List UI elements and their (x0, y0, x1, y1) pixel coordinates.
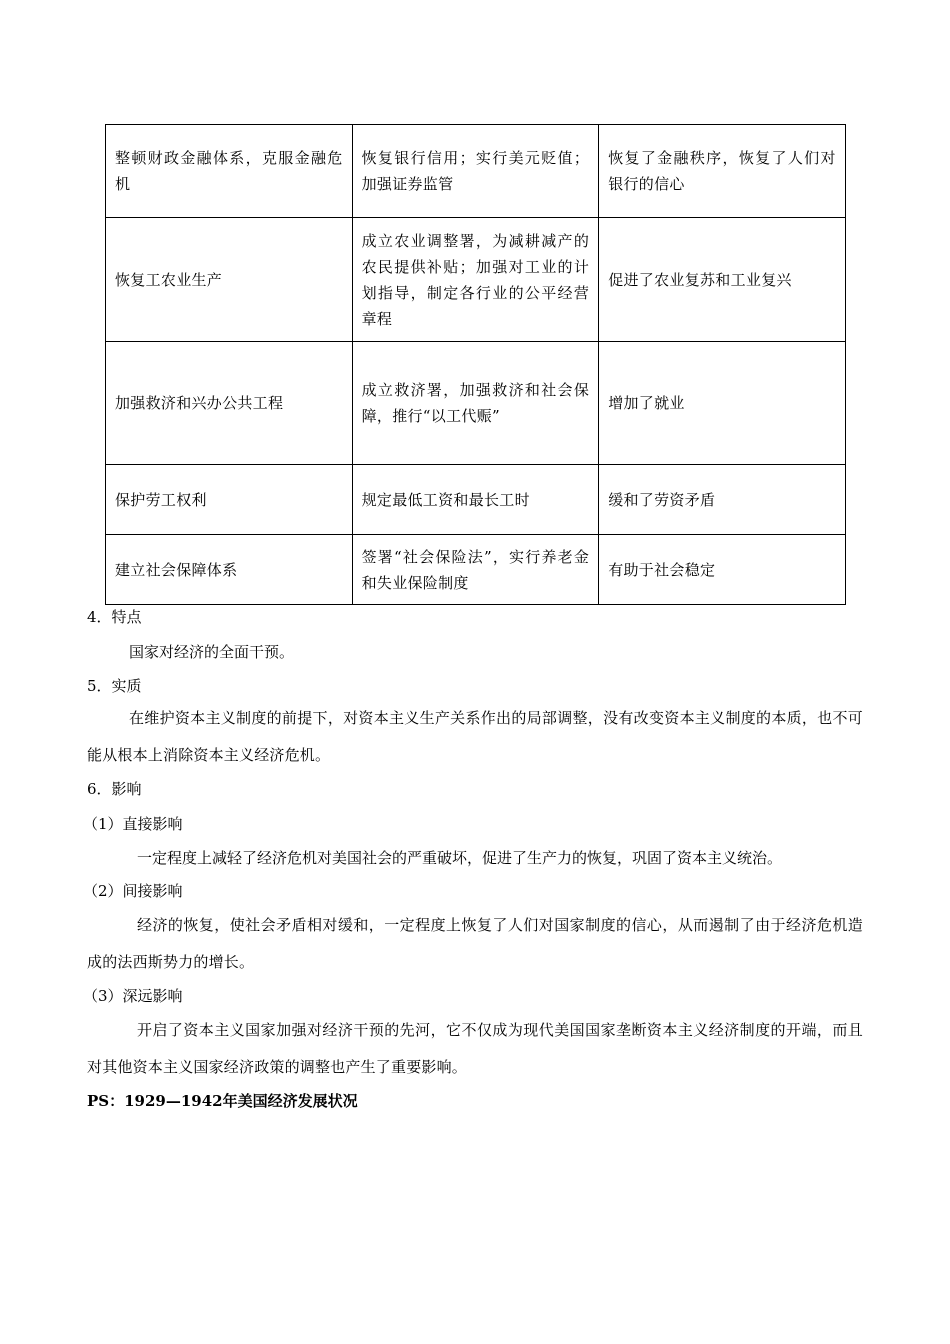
measure-cell: 加强救济和兴办公共工程 (106, 342, 353, 465)
subsection-text-indirect: 经济的恢复，使社会矛盾相对缓和，一定程度上恢复了人们对国家制度的信心，从而遏制了由于经济危机造成的法西斯势力的增长。 (87, 916, 863, 971)
measure-cell: 恢复工农业生产 (106, 218, 353, 342)
table-row (106, 218, 846, 342)
table-row (106, 125, 846, 218)
measure-cell: 整顿财政金融体系，克服金融危机 (106, 125, 353, 218)
subsection-heading-direct: （1）直接影响 (83, 815, 183, 833)
section-text-essence: 在维护资本主义制度的前提下，对资本主义生产关系作出的局部调整，没有改变资本主义制度的本质，也不可能从根本上消除资本主义经济危机。 (87, 709, 863, 764)
effect-cell: 缓和了劳资矛盾 (599, 465, 846, 535)
subsection-heading-farreaching: （3）深远影响 (83, 987, 183, 1005)
measure-cell: 建立社会保障体系 (106, 535, 353, 605)
section-text-features: 国家对经济的全面干预。 (129, 643, 295, 661)
table-row (106, 535, 846, 605)
section-heading-influence: 6．影响 (87, 780, 142, 798)
ps-title: PS：1929—1942年美国经济发展状况 (87, 1092, 358, 1110)
content-cell: 签署“社会保险法”，实行养老金和失业保险制度 (352, 535, 599, 605)
subsection-heading-indirect: （2）间接影响 (83, 882, 183, 900)
effect-cell: 增加了就业 (599, 342, 846, 465)
new-deal-measures-table (105, 124, 846, 605)
effect-cell: 促进了农业复苏和工业复兴 (599, 218, 846, 342)
content-cell: 规定最低工资和最长工时 (352, 465, 599, 535)
effect-cell: 有助于社会稳定 (599, 535, 846, 605)
content-cell: 恢复银行信用；实行美元贬值；加强证券监管 (352, 125, 599, 218)
content-cell: 成立农业调整署，为减耕减产的农民提供补贴；加强对工业的计划指导，制定各行业的公平经营章程 (352, 218, 599, 342)
content-cell: 成立救济署，加强救济和社会保障，推行“以工代赈” (352, 342, 599, 465)
effect-cell: 恢复了金融秩序，恢复了人们对银行的信心 (599, 125, 846, 218)
subsection-text-direct: 一定程度上减轻了经济危机对美国社会的严重破坏，促进了生产力的恢复，巩固了资本主义统治。 (137, 849, 783, 867)
table-row (106, 342, 846, 465)
section-heading-essence: 5．实质 (87, 677, 142, 695)
subsection-text-farreaching: 开启了资本主义国家加强对经济干预的先河，它不仅成为现代美国国家垄断资本主义经济制度的开端，而且对其他资本主义国家经济政策的调整也产生了重要影响。 (87, 1021, 863, 1076)
measure-cell: 保护劳工权利 (106, 465, 353, 535)
table-row (106, 465, 846, 535)
section-heading-features: 4．特点 (87, 608, 142, 626)
